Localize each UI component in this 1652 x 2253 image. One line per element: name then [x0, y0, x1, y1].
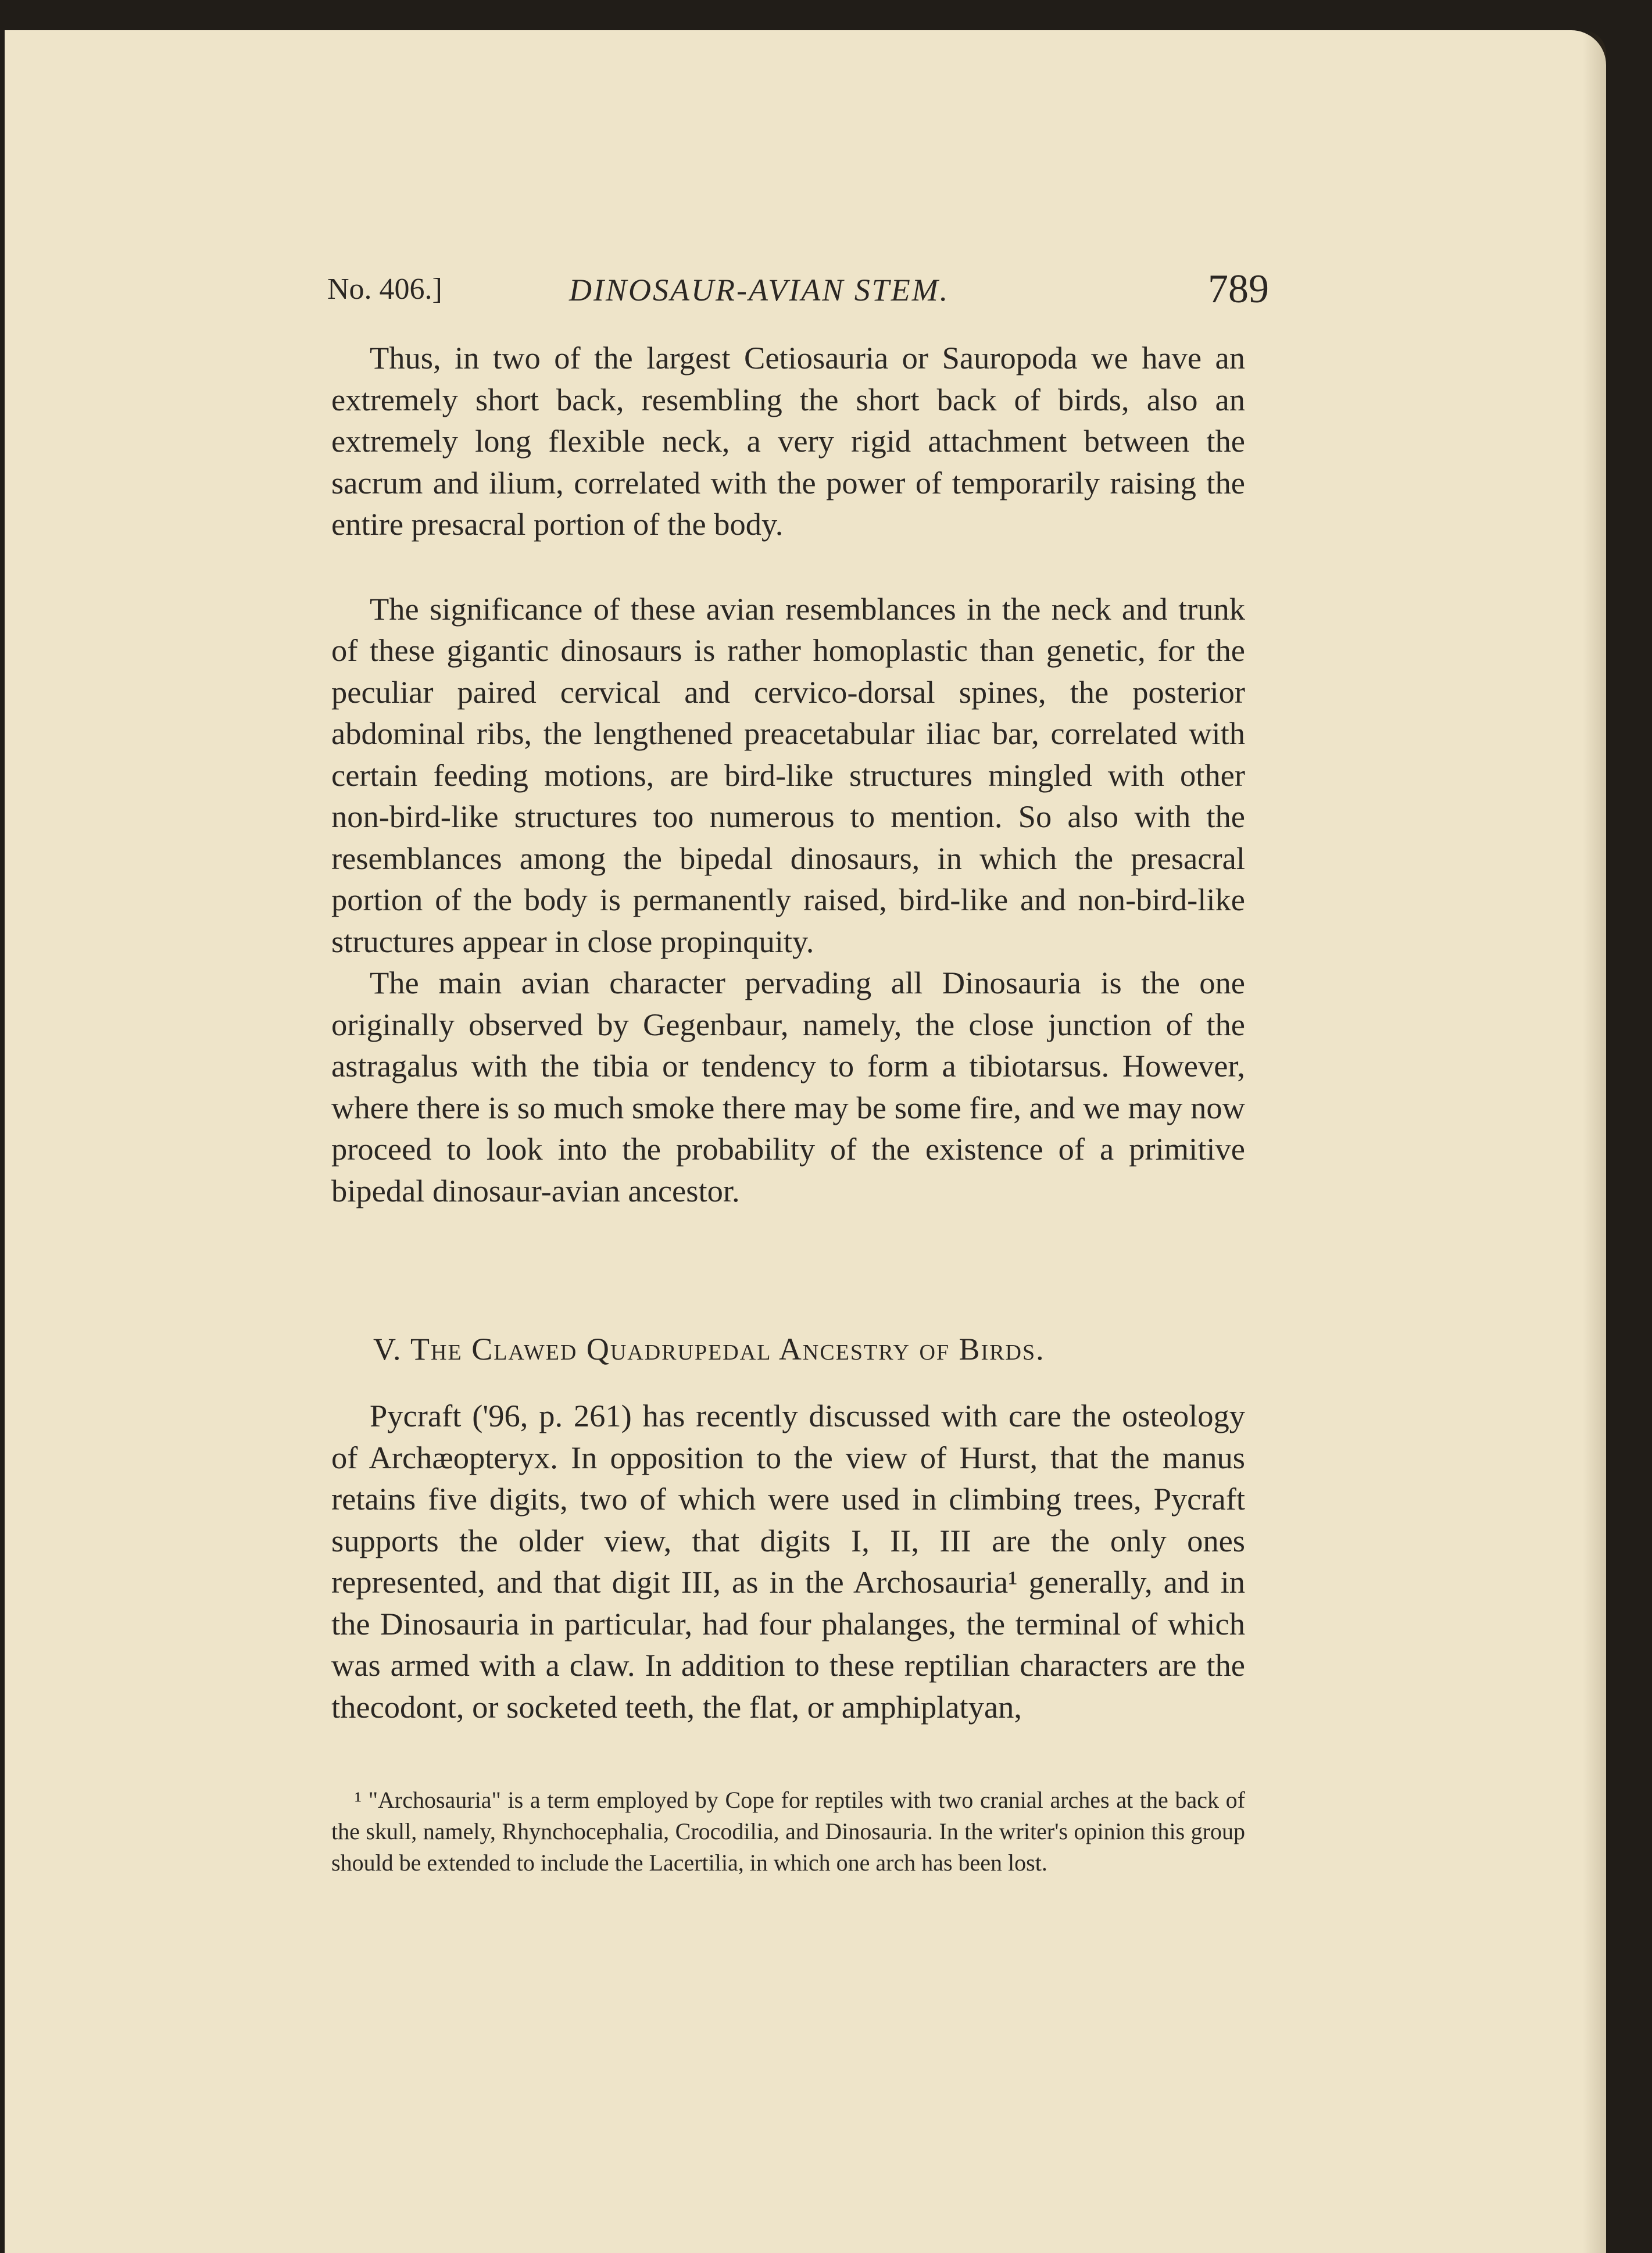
- page-edge-shadow: [1583, 30, 1606, 2253]
- running-header: [327, 262, 1269, 326]
- section-paragraph: Pycraft ('96, p. 261) has recently discussed with care the osteology of Archæopteryx. In opposition to the view of Hurst, that the manus retains five digits, two of which were used in climbing trees, Pycraft supports the older view, that digits I, II, III are the only ones represented, and that digit III, as in the Archosauria¹ generally, and in the Dinosauria in particular, had four phalanges, the terminal of which was armed with a claw. In addition to these reptilian characters are the thecodont, or socketed teeth, the flat, or amphiplatyan,: [331, 1398, 1245, 1725]
- footnote: [331, 1784, 1245, 1879]
- main-text: [331, 337, 1245, 1211]
- paragraph-3: The main avian character pervading all Dinosauria is the one originally observed by Gegenbaur, namely, the close junction of the astragalus with the tibia or tendency to form a tibiotarsus. However, where there is so much smoke there may be some fire, and we may now proceed to look into the probability of the existence of a primitive bipedal dinosaur-avian ancestor.: [331, 965, 1245, 1208]
- section-text: [331, 1395, 1245, 1728]
- running-title: DINOSAUR-AVIAN STEM.: [569, 273, 950, 307]
- paragraph-1: Thus, in two of the largest Cetiosauria or Sauropoda we have an extremely short back, resembling the short back of birds, also an extremely long flexible neck, a very rigid attachment between the sacrum and ilium, correlated with the power of temporarily raising the entire presacral portion of the body.: [331, 340, 1245, 542]
- paragraph-gap: [331, 545, 1245, 588]
- footnote-text: ¹ "Archosauria" is a term employed by Cope for reptiles with two cranial arches at the back of the skull, namely, Rhynchocephalia, Crocodilia, and Dinosauria. In the writer's opinion this group should be extended to include the Lacertilia, in which one arch has been lost.: [331, 1787, 1245, 1876]
- section-heading: V. The Clawed Quadrupedal Ancestry of Birds.: [373, 1332, 1045, 1367]
- page-number: 789: [1208, 267, 1269, 312]
- issue-number: No. 406.]: [327, 273, 442, 306]
- paragraph-2: The significance of these avian resemblances in the neck and trunk of these gigantic dinosaurs is rather homoplastic than genetic, for the peculiar paired cervical and cervico-dorsal spines, the posterior abdominal ribs, the lengthened preacetabular iliac bar, correlated with certain feeding motions, are bird-like structures mingled with other non-bird-like structures too numerous to mention. So also with the resemblances among the bipedal dinosaurs, in which the presacral portion of the body is permanently raised, bird-like and non-bird-like structures appear in close propinquity.: [331, 591, 1245, 959]
